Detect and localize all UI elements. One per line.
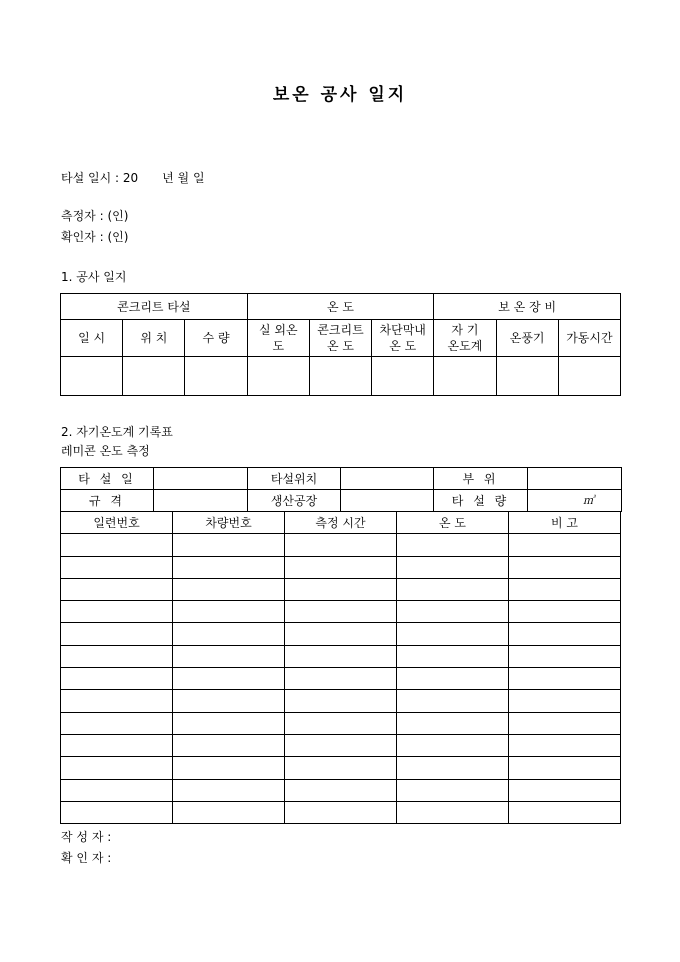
table-cell[interactable] — [397, 601, 509, 623]
pour-date-label-cell: 타 설 일 — [61, 468, 154, 490]
table-cell[interactable] — [509, 534, 621, 556]
table-row — [61, 623, 621, 645]
table-cell[interactable] — [372, 357, 434, 396]
sub-header-cell: 위 치 — [123, 320, 185, 357]
temperature-record-table — [60, 511, 621, 824]
table-cell[interactable] — [61, 556, 173, 578]
table-cell[interactable] — [509, 779, 621, 801]
measurer-label: 측정자 : (인) — [61, 209, 129, 223]
table-row — [61, 734, 621, 756]
pour-date-value-cell[interactable] — [154, 468, 248, 490]
sub-header-row — [61, 320, 621, 357]
table-cell[interactable] — [509, 712, 621, 734]
table-cell[interactable] — [173, 801, 285, 823]
sub-header-cell: 차단막내 온 도 — [372, 320, 434, 357]
spec-value-cell[interactable] — [154, 490, 248, 512]
table-cell[interactable] — [247, 357, 309, 396]
table-cell[interactable] — [509, 690, 621, 712]
table-cell[interactable] — [397, 734, 509, 756]
part-label-cell: 부 위 — [434, 468, 528, 490]
table-row — [61, 757, 621, 779]
column-header: 측정 시간 — [285, 512, 397, 534]
group-header-curing-equipment: 보 온 장 비 — [434, 294, 621, 320]
table-cell[interactable] — [61, 623, 173, 645]
table-row — [61, 578, 621, 600]
table-cell[interactable] — [397, 757, 509, 779]
plant-value-cell[interactable] — [341, 490, 434, 512]
table-cell[interactable] — [173, 578, 285, 600]
section2-heading: 2. 자기온도계 기록표 — [61, 425, 173, 439]
construction-log-table — [60, 293, 621, 396]
table-cell[interactable] — [173, 712, 285, 734]
remicon-info-table — [60, 467, 622, 512]
table-cell[interactable] — [285, 668, 397, 690]
pour-amount-value-cell[interactable] — [528, 490, 622, 512]
table-cell[interactable] — [285, 690, 397, 712]
table-cell[interactable] — [61, 534, 173, 556]
table-cell[interactable] — [397, 690, 509, 712]
group-header-concrete-pour: 콘크리트 타설 — [61, 294, 248, 320]
spec-label-cell: 규 격 — [61, 490, 154, 512]
writer-label: 작 성 자 : — [61, 830, 112, 844]
pour-location-label-cell: 타설위치 — [248, 468, 341, 490]
table-cell[interactable] — [61, 601, 173, 623]
pour-date-label: 타설 일시 : 20 — [61, 171, 139, 185]
table-cell[interactable] — [397, 623, 509, 645]
sub-header-cell: 자 기 온도계 — [434, 320, 496, 357]
table-cell[interactable] — [397, 645, 509, 667]
table-cell[interactable] — [61, 712, 173, 734]
table-row — [61, 556, 621, 578]
section1-heading: 1. 공사 일지 — [61, 270, 127, 284]
table-row — [61, 779, 621, 801]
table-cell[interactable] — [397, 534, 509, 556]
table-cell[interactable] — [397, 779, 509, 801]
table-cell[interactable] — [309, 357, 371, 396]
table-cell[interactable] — [509, 668, 621, 690]
checker-label: 확인자 : (인) — [61, 230, 129, 244]
table-cell[interactable] — [397, 556, 509, 578]
table-cell[interactable] — [397, 801, 509, 823]
table-cell[interactable] — [61, 578, 173, 600]
sub-header-cell: 가동시간 — [558, 320, 620, 357]
table-cell[interactable] — [173, 757, 285, 779]
table-cell[interactable] — [285, 556, 397, 578]
table-cell[interactable] — [173, 645, 285, 667]
table-cell[interactable] — [61, 801, 173, 823]
table-cell[interactable] — [61, 357, 123, 396]
table-cell[interactable] — [285, 801, 397, 823]
table-cell[interactable] — [173, 623, 285, 645]
table-cell[interactable] — [285, 757, 397, 779]
table-cell[interactable] — [173, 734, 285, 756]
table-cell[interactable] — [185, 357, 247, 396]
table-row — [61, 645, 621, 667]
table-cell[interactable] — [173, 779, 285, 801]
table-cell[interactable] — [509, 556, 621, 578]
table-row — [61, 801, 621, 823]
page-title: 보온 공사 일지 — [272, 85, 408, 105]
section2-subheading: 레미콘 온도 측정 — [61, 444, 150, 458]
table-row — [61, 668, 621, 690]
pour-amount-label-cell: 타 설 량 — [434, 490, 528, 512]
sub-header-cell: 콘크리트 온 도 — [309, 320, 371, 357]
table-cell[interactable] — [496, 357, 558, 396]
column-header: 차량번호 — [173, 512, 285, 534]
table-cell[interactable] — [61, 779, 173, 801]
table-cell[interactable] — [509, 601, 621, 623]
footer-checker-label: 확 인 자 : — [61, 851, 112, 865]
table-cell[interactable] — [285, 623, 397, 645]
table-cell[interactable] — [285, 779, 397, 801]
table-cell[interactable] — [285, 534, 397, 556]
table-cell[interactable] — [397, 668, 509, 690]
table-cell[interactable] — [509, 734, 621, 756]
table-cell[interactable] — [61, 757, 173, 779]
table-cell[interactable] — [509, 757, 621, 779]
plant-label-cell: 생산공장 — [248, 490, 341, 512]
table-cell[interactable] — [285, 734, 397, 756]
table-cell[interactable] — [434, 357, 496, 396]
column-header: 일련번호 — [61, 512, 173, 534]
pour-date-units: 년 월 일 — [162, 171, 205, 185]
table-cell[interactable] — [509, 578, 621, 600]
pour-date-line — [61, 171, 205, 185]
table-row — [61, 690, 621, 712]
temperature-record-header-row — [61, 512, 621, 534]
part-value-cell[interactable] — [528, 468, 622, 490]
table-cell[interactable] — [61, 668, 173, 690]
table-cell[interactable] — [173, 690, 285, 712]
table-cell[interactable] — [558, 357, 620, 396]
table-row — [61, 357, 621, 396]
table-cell[interactable] — [173, 534, 285, 556]
table-cell[interactable] — [509, 623, 621, 645]
table-cell[interactable] — [509, 801, 621, 823]
sub-header-cell: 일 시 — [61, 320, 123, 357]
sub-header-cell: 실 외온 도 — [247, 320, 309, 357]
column-header: 비 고 — [509, 512, 621, 534]
table-row — [61, 712, 621, 734]
table-cell[interactable] — [285, 712, 397, 734]
table-cell[interactable] — [61, 734, 173, 756]
table-cell[interactable] — [173, 668, 285, 690]
table-cell[interactable] — [509, 645, 621, 667]
table-cell[interactable] — [285, 601, 397, 623]
table-cell[interactable] — [61, 645, 173, 667]
pour-location-value-cell[interactable] — [341, 468, 434, 490]
table-cell[interactable] — [397, 712, 509, 734]
table-cell[interactable] — [285, 645, 397, 667]
table-cell[interactable] — [173, 601, 285, 623]
table-cell[interactable] — [61, 690, 173, 712]
cubic-meter-unit: ㎥ — [583, 494, 594, 507]
table-row — [61, 534, 621, 556]
table-row — [61, 601, 621, 623]
sub-header-cell: 수 량 — [185, 320, 247, 357]
column-header: 온 도 — [397, 512, 509, 534]
table-cell[interactable] — [123, 357, 185, 396]
table-cell[interactable] — [397, 578, 509, 600]
table-cell[interactable] — [173, 556, 285, 578]
sub-header-cell: 온풍기 — [496, 320, 558, 357]
group-header-temperature: 온 도 — [247, 294, 434, 320]
table-cell[interactable] — [285, 578, 397, 600]
